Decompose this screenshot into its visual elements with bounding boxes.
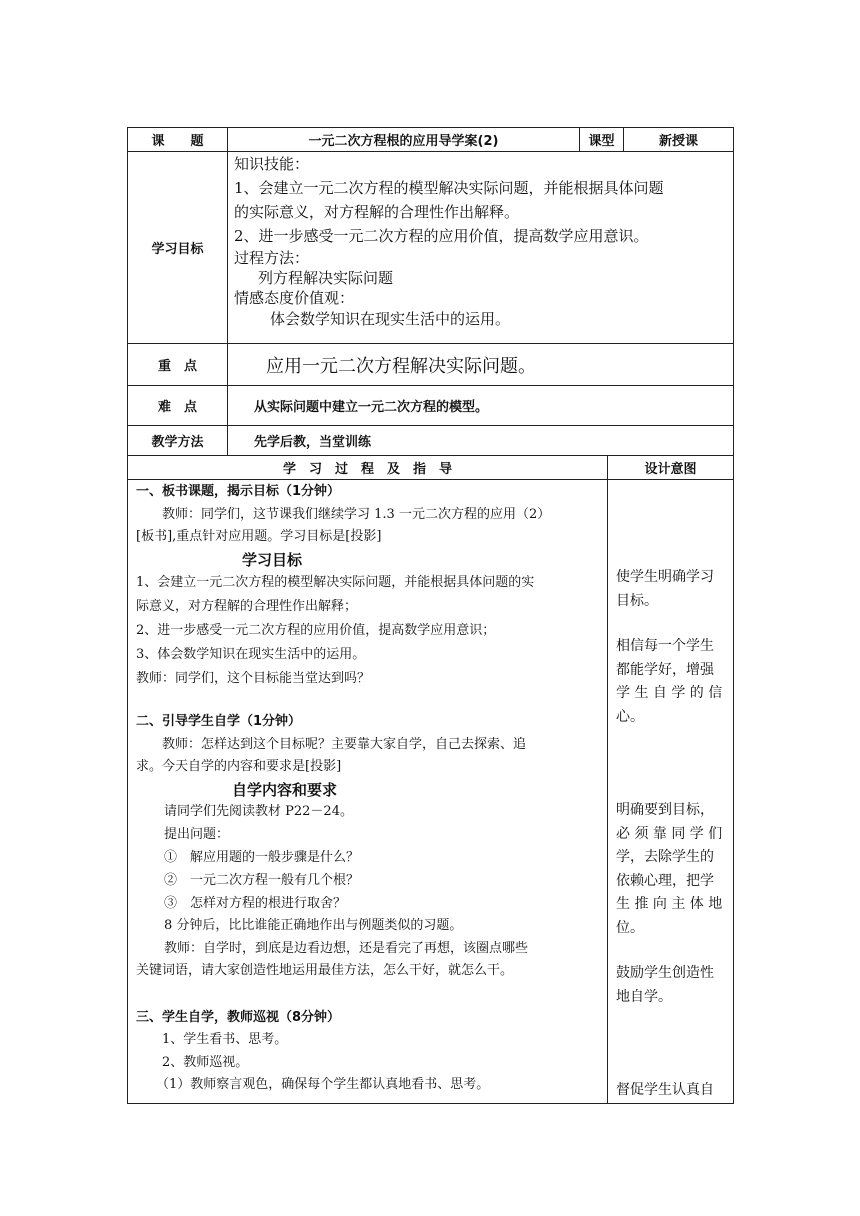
design-note: 必 须 靠 同 学 们 [616,825,723,842]
goal-item: 1、会建立一元二次方程的模型解决实际问题，并能根据具体问题的实 [136,575,535,590]
design-note: 目标。 [616,592,658,609]
objective-line: 体会数学知识在现实生活中的运用。 [270,310,511,328]
type-value: 新授课 [624,128,734,152]
question-item: ② 一元二次方程一般有几个根？ [164,873,360,888]
design-note: 相信每一个学生 [616,638,714,654]
objective-line: 的实际意义，对方程解的合理性作出解释。 [234,203,520,221]
topic-title: 一元二次方程根的应用导学案(2) [228,128,580,152]
objective-line: 1、会建立一元二次方程的模型解决实际问题，并能根据具体问题 [234,179,664,197]
section-3-line: 2、教师巡视。 [162,1054,249,1070]
process-header: 学 习 过 程 及 指 导 [128,456,608,480]
key-point-label: 重 点 [128,344,228,386]
question-item: ③ 怎样对方程的根进行取舍？ [164,896,347,911]
design-note: 督促学生认真自 [616,1082,714,1098]
section-1-text: 教师：同学们，这节课我们继续学习 1.3 一元二次方程的应用（2） [162,506,551,522]
goal-item: 3、体会数学知识在现实生活中的运用。 [136,647,366,662]
goal-item: 2、进一步感受一元二次方程的应用价值，提高数学应用意识； [136,623,496,638]
section-2-text: 教师：自学时，到底是边看边想，还是看完了再想，该圈点哪些 [164,940,529,956]
lesson-plan-table [127,127,734,1104]
design-note: 学 生 自 学 的 信 [616,685,723,701]
design-note: 使学生明确学习 [616,569,714,585]
design-note: 生 推 向 主 体 地 [616,896,723,912]
key-point-row [128,344,734,386]
design-note: 都能学好，增强 [616,661,714,678]
objective-line: 情感态度价值观： [234,289,355,307]
teacher-question: 教师：同学们，这个目标能当堂达到吗？ [136,671,371,686]
design-note: 学，去除学生的 [616,849,714,865]
method-row [128,426,734,456]
process-body-row [128,480,734,1104]
key-point-text: 应用一元二次方程解决实际问题。 [228,344,734,386]
objectives-label: 学习目标 [128,152,228,344]
difficulty-label: 难 点 [128,386,228,426]
section-3-line: 1、学生看书、思考。 [162,1032,288,1047]
difficulty-row [128,386,734,426]
self-study-line: 提出问题： [164,826,230,842]
objective-line: 知识技能： [234,155,310,173]
lesson-plan-page [127,127,733,1104]
design-intent-column [608,480,734,1104]
objective-line: 2、进一步感受一元二次方程的应用价值，提高数学应用意识。 [234,227,649,245]
self-study-line: 8 分钟后，比比谁能正确地作出与例题类似的习题。 [164,918,463,933]
design-note: 鼓励学生创造性 [616,965,714,981]
section-2-text: 求。今天自学的内容和要求是[投影] [136,759,342,774]
section-1-title: 一、板书课题，揭示目标（1分钟） [136,484,341,499]
difficulty-text: 从实际问题中建立一元二次方程的模型。 [228,386,734,426]
objectives-row [128,152,734,344]
design-note: 地自学。 [616,988,672,1005]
section-2-text: 教师：怎样达到这个目标呢？主要靠大家自学，自己去探索、追 [162,736,527,752]
design-note: 位。 [616,919,644,936]
header-row [128,128,734,152]
section-1-text: [板书],重点针对应用题。学习目标是[投影] [136,529,382,544]
goal-subtitle: 学习目标 [242,550,303,569]
objectives-content [228,152,734,344]
self-study-subtitle: 自学内容和要求 [232,780,338,799]
method-text: 先学后教，当堂训练 [228,426,734,456]
goal-item: 际意义，对方程解的合理性作出解释； [136,599,358,614]
design-note: 心。 [616,708,644,725]
design-note: 依赖心理，把学 [616,872,714,889]
objective-line: 过程方法： [234,249,310,267]
section-2-text: 关键词语，请大家创造性地运用最佳方法，怎么干好，就怎么干。 [136,963,514,978]
section-3-title: 三、学生自学，教师巡视（8分钟） [136,1009,341,1025]
type-label: 课型 [580,128,624,152]
question-item: ① 解应用题的一般步骤是什么？ [164,850,360,865]
self-study-line: 请同学们先阅读教材 P22－24。 [164,804,353,819]
objective-line: 列方程解决实际问题 [258,269,394,287]
process-content [128,480,608,1104]
topic-label: 课 题 [128,128,228,152]
process-header-row [128,456,734,480]
design-header: 设计意图 [608,456,734,480]
section-3-line: （1）教师察言观色，确保每个学生都认真地看书、思考。 [156,1077,490,1092]
method-label: 教学方法 [128,426,228,456]
design-note: 明确要到目标， [616,802,714,818]
section-2-title: 二、引导学生自学（1分钟） [136,714,302,729]
